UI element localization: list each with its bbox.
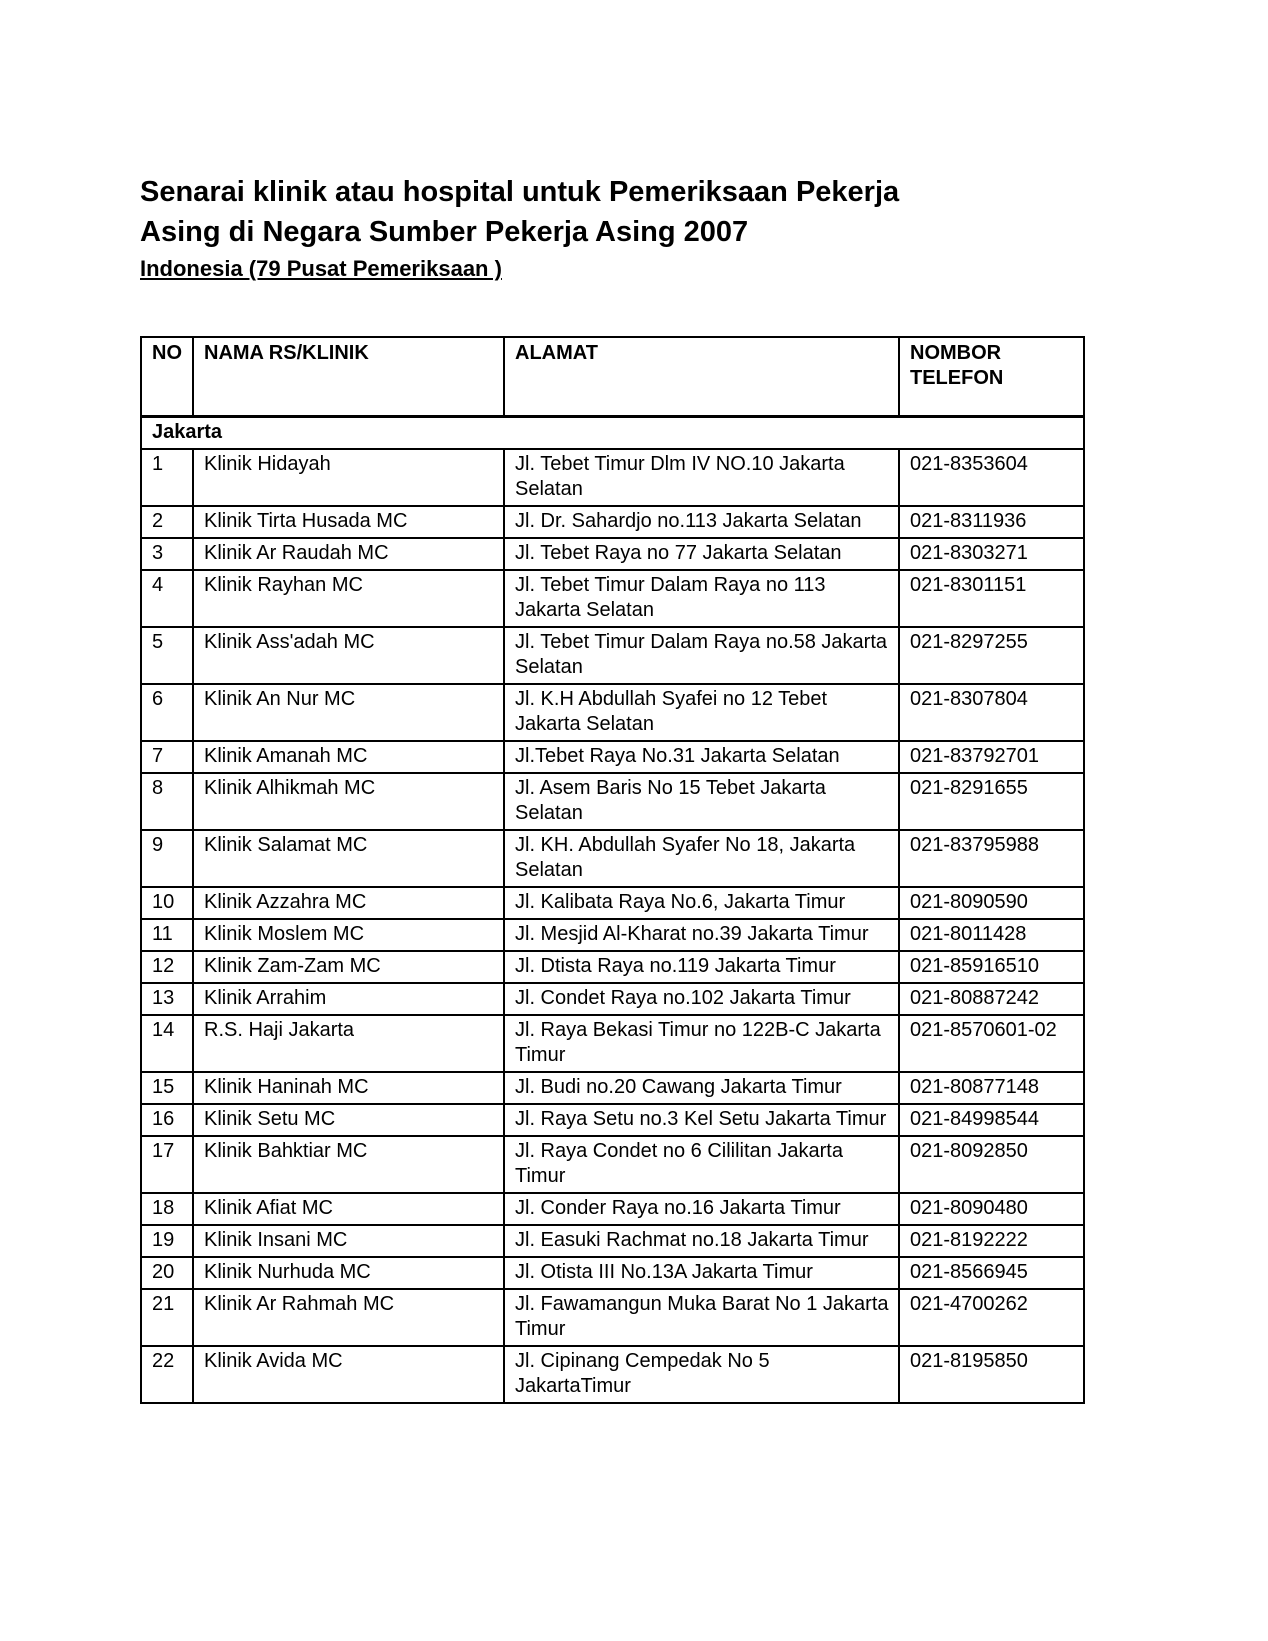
cell-nama: Klinik Tirta Husada MC xyxy=(193,506,504,538)
cell-no: 5 xyxy=(141,627,193,684)
cell-nama: Klinik Arrahim xyxy=(193,983,504,1015)
cell-telefon: 021-8566945 xyxy=(899,1257,1084,1289)
cell-no: 14 xyxy=(141,1015,193,1072)
cell-nama: Klinik Afiat MC xyxy=(193,1193,504,1225)
table-row xyxy=(141,1104,1084,1136)
cell-nama: Klinik Rayhan MC xyxy=(193,570,504,627)
cell-no: 21 xyxy=(141,1289,193,1346)
cell-nama: Klinik Haninah MC xyxy=(193,1072,504,1104)
cell-nama: Klinik Insani MC xyxy=(193,1225,504,1257)
cell-no: 18 xyxy=(141,1193,193,1225)
table-row xyxy=(141,887,1084,919)
cell-alamat: Jl. Conder Raya no.16 Jakarta Timur xyxy=(504,1193,899,1225)
cell-no: 6 xyxy=(141,684,193,741)
cell-nama: Klinik Bahktiar MC xyxy=(193,1136,504,1193)
cell-alamat: Jl. Tebet Timur Dalam Raya no.58 Jakarta Selatan xyxy=(504,627,899,684)
cell-no: 2 xyxy=(141,506,193,538)
table-row xyxy=(141,570,1084,627)
page-title-line-2: Asing di Negara Sumber Pekerja Asing 2007 xyxy=(140,216,749,248)
cell-alamat: Jl.Tebet Raya No.31 Jakarta Selatan xyxy=(504,741,899,773)
cell-telefon: 021-8011428 xyxy=(899,919,1084,951)
table-row xyxy=(141,741,1084,773)
cell-nama: Klinik Ar Raudah MC xyxy=(193,538,504,570)
cell-no: 17 xyxy=(141,1136,193,1193)
cell-alamat: Jl. K.H Abdullah Syafei no 12 Tebet Jakarta Selatan xyxy=(504,684,899,741)
table-row xyxy=(141,1193,1084,1225)
cell-nama: Klinik Ass'adah MC xyxy=(193,627,504,684)
table-body xyxy=(141,417,1084,1404)
table-row xyxy=(141,1257,1084,1289)
cell-alamat: Jl. Dtista Raya no.119 Jakarta Timur xyxy=(504,951,899,983)
table-row xyxy=(141,1072,1084,1104)
clinic-table xyxy=(140,336,1085,1404)
cell-alamat: Jl. Raya Condet no 6 Cililitan Jakarta Timur xyxy=(504,1136,899,1193)
cell-alamat: Jl. Tebet Timur Dlm IV NO.10 Jakarta Selatan xyxy=(504,449,899,506)
cell-alamat: Jl. Budi no.20 Cawang Jakarta Timur xyxy=(504,1072,899,1104)
cell-telefon: 021-8307804 xyxy=(899,684,1084,741)
cell-telefon: 021-8192222 xyxy=(899,1225,1084,1257)
cell-no: 20 xyxy=(141,1257,193,1289)
table-row xyxy=(141,983,1084,1015)
cell-no: 7 xyxy=(141,741,193,773)
cell-alamat: Jl. Fawamangun Muka Barat No 1 Jakarta Timur xyxy=(504,1289,899,1346)
cell-no: 22 xyxy=(141,1346,193,1403)
cell-nama: Klinik Amanah MC xyxy=(193,741,504,773)
cell-nama: Klinik Nurhuda MC xyxy=(193,1257,504,1289)
cell-alamat: Jl. Mesjid Al-Kharat no.39 Jakarta Timur xyxy=(504,919,899,951)
cell-telefon: 021-8092850 xyxy=(899,1136,1084,1193)
cell-no: 12 xyxy=(141,951,193,983)
cell-nama: Klinik Avida MC xyxy=(193,1346,504,1403)
cell-alamat: Jl. Easuki Rachmat no.18 Jakarta Timur xyxy=(504,1225,899,1257)
cell-telefon: 021-8303271 xyxy=(899,538,1084,570)
cell-telefon: 021-85916510 xyxy=(899,951,1084,983)
cell-telefon: 021-83792701 xyxy=(899,741,1084,773)
table-row xyxy=(141,538,1084,570)
cell-alamat: Jl. Condet Raya no.102 Jakarta Timur xyxy=(504,983,899,1015)
cell-alamat: Jl. Otista III No.13A Jakarta Timur xyxy=(504,1257,899,1289)
section-label: Jakarta xyxy=(141,417,1084,450)
table-row xyxy=(141,1346,1084,1403)
table-row xyxy=(141,449,1084,506)
clinic-table-header xyxy=(141,337,1084,417)
cell-telefon: 021-83795988 xyxy=(899,830,1084,887)
table-row xyxy=(141,919,1084,951)
table-row xyxy=(141,1136,1084,1193)
column-header-no: NO xyxy=(141,337,193,417)
cell-telefon: 021-8195850 xyxy=(899,1346,1084,1403)
cell-no: 19 xyxy=(141,1225,193,1257)
column-header-alamat: ALAMAT xyxy=(504,337,899,417)
cell-telefon: 021-8297255 xyxy=(899,627,1084,684)
cell-no: 8 xyxy=(141,773,193,830)
cell-nama: Klinik Setu MC xyxy=(193,1104,504,1136)
cell-no: 9 xyxy=(141,830,193,887)
cell-telefon: 021-8301151 xyxy=(899,570,1084,627)
table-row xyxy=(141,684,1084,741)
cell-alamat: Jl. Tebet Timur Dalam Raya no 113 Jakarta Selatan xyxy=(504,570,899,627)
document-content xyxy=(140,172,1083,1404)
cell-telefon: 021-8311936 xyxy=(899,506,1084,538)
cell-nama: Klinik Hidayah xyxy=(193,449,504,506)
cell-no: 15 xyxy=(141,1072,193,1104)
cell-nama: Klinik Zam-Zam MC xyxy=(193,951,504,983)
cell-nama: Klinik Azzahra MC xyxy=(193,887,504,919)
cell-no: 13 xyxy=(141,983,193,1015)
cell-nama: Klinik Moslem MC xyxy=(193,919,504,951)
cell-nama: R.S. Haji Jakarta xyxy=(193,1015,504,1072)
cell-no: 11 xyxy=(141,919,193,951)
cell-no: 4 xyxy=(141,570,193,627)
cell-nama: Klinik Salamat MC xyxy=(193,830,504,887)
cell-alamat: Jl. Cipinang Cempedak No 5 JakartaTimur xyxy=(504,1346,899,1403)
table-row xyxy=(141,951,1084,983)
cell-no: 3 xyxy=(141,538,193,570)
table-row xyxy=(141,1289,1084,1346)
table-row xyxy=(141,627,1084,684)
cell-telefon: 021-84998544 xyxy=(899,1104,1084,1136)
cell-telefon: 021-4700262 xyxy=(899,1289,1084,1346)
page-title-line-1: Senarai klinik atau hospital untuk Pemeriksaan Pekerja xyxy=(140,176,900,208)
column-header-nama: NAMA RS/KLINIK xyxy=(193,337,504,417)
cell-no: 10 xyxy=(141,887,193,919)
cell-nama: Klinik Ar Rahmah MC xyxy=(193,1289,504,1346)
table-row xyxy=(141,1015,1084,1072)
cell-alamat: Jl. Asem Baris No 15 Tebet Jakarta Selatan xyxy=(504,773,899,830)
cell-alamat: Jl. Kalibata Raya No.6, Jakarta Timur xyxy=(504,887,899,919)
page-subtitle: Indonesia (79 Pusat Pemeriksaan ) xyxy=(140,256,502,281)
section-row xyxy=(141,417,1084,450)
cell-no: 1 xyxy=(141,449,193,506)
cell-telefon: 021-8090590 xyxy=(899,887,1084,919)
table-row xyxy=(141,506,1084,538)
cell-nama: Klinik An Nur MC xyxy=(193,684,504,741)
cell-telefon: 021-8353604 xyxy=(899,449,1084,506)
cell-alamat: Jl. KH. Abdullah Syafer No 18, Jakarta Selatan xyxy=(504,830,899,887)
cell-alamat: Jl. Tebet Raya no 77 Jakarta Selatan xyxy=(504,538,899,570)
cell-telefon: 021-8570601-02 xyxy=(899,1015,1084,1072)
table-row xyxy=(141,830,1084,887)
cell-telefon: 021-8291655 xyxy=(899,773,1084,830)
cell-alamat: Jl. Raya Setu no.3 Kel Setu Jakarta Timur xyxy=(504,1104,899,1136)
cell-alamat: Jl. Raya Bekasi Timur no 122B-C Jakarta Timur xyxy=(504,1015,899,1072)
table-row xyxy=(141,773,1084,830)
column-header-telefon: NOMBOR TELEFON xyxy=(899,337,1084,417)
table-row xyxy=(141,1225,1084,1257)
header-row xyxy=(141,337,1084,417)
cell-nama: Klinik Alhikmah MC xyxy=(193,773,504,830)
cell-telefon: 021-80887242 xyxy=(899,983,1084,1015)
cell-telefon: 021-80877148 xyxy=(899,1072,1084,1104)
page-title xyxy=(140,172,1083,252)
cell-no: 16 xyxy=(141,1104,193,1136)
cell-telefon: 021-8090480 xyxy=(899,1193,1084,1225)
cell-alamat: Jl. Dr. Sahardjo no.113 Jakarta Selatan xyxy=(504,506,899,538)
